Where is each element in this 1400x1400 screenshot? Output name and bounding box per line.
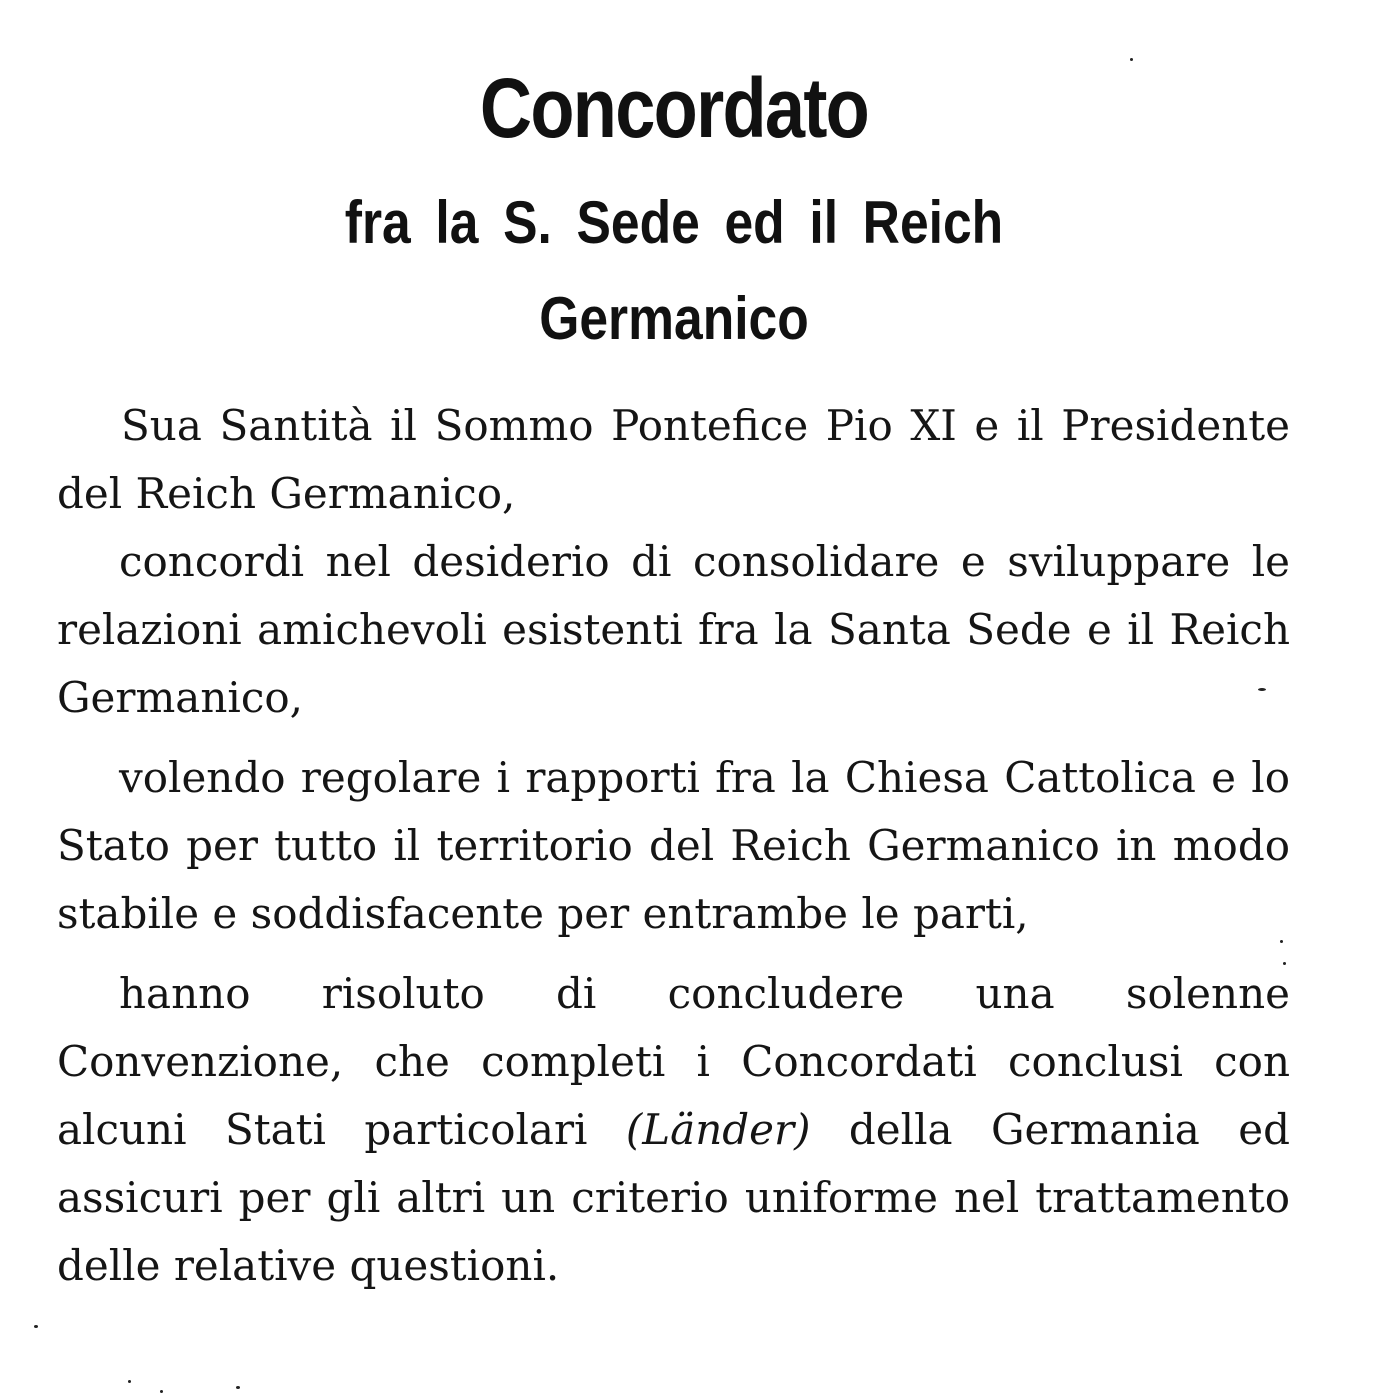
paragraph-text-part: della Germania ed assicuri per gli altri un criterio uniforme nel trattamento delle relative questioni.	[57, 1105, 1291, 1290]
paragraph-preamble-volendo: volendo regolare i rapporti fra la Chiesa Cattolica e lo Stato per tutto il territorio del Reich Germanico in modo stabile e soddisfacente per entrambe le parti,	[57, 753, 1290, 938]
paragraph-preamble-hanno-risoluto	[57, 960, 1290, 1300]
document-body	[57, 392, 1290, 1300]
document-subtitle-line1: fra la S. Sede ed il Reich	[344, 189, 1004, 256]
paragraph-preamble-concordi: concordi nel desiderio di consolidare e sviluppare le relazioni amichevoli esistenti fra la Santa Sede e il Reich Germanico,	[57, 537, 1290, 722]
document-subtitle-line2: Germanico	[539, 285, 809, 352]
document-title: Concordato	[479, 61, 869, 155]
paragraph-preamble-parties: Sua Santità il Sommo Pontefice Pio XI e il Presidente del Reich Germanico,	[57, 401, 1290, 518]
paragraph-text-part: hanno risoluto di concludere una solenne Convenzione, che completi i Concordati conclusi con alcuni Stati particolari	[57, 969, 1290, 1154]
paragraph-italic-term: (Länder)	[625, 1105, 811, 1154]
